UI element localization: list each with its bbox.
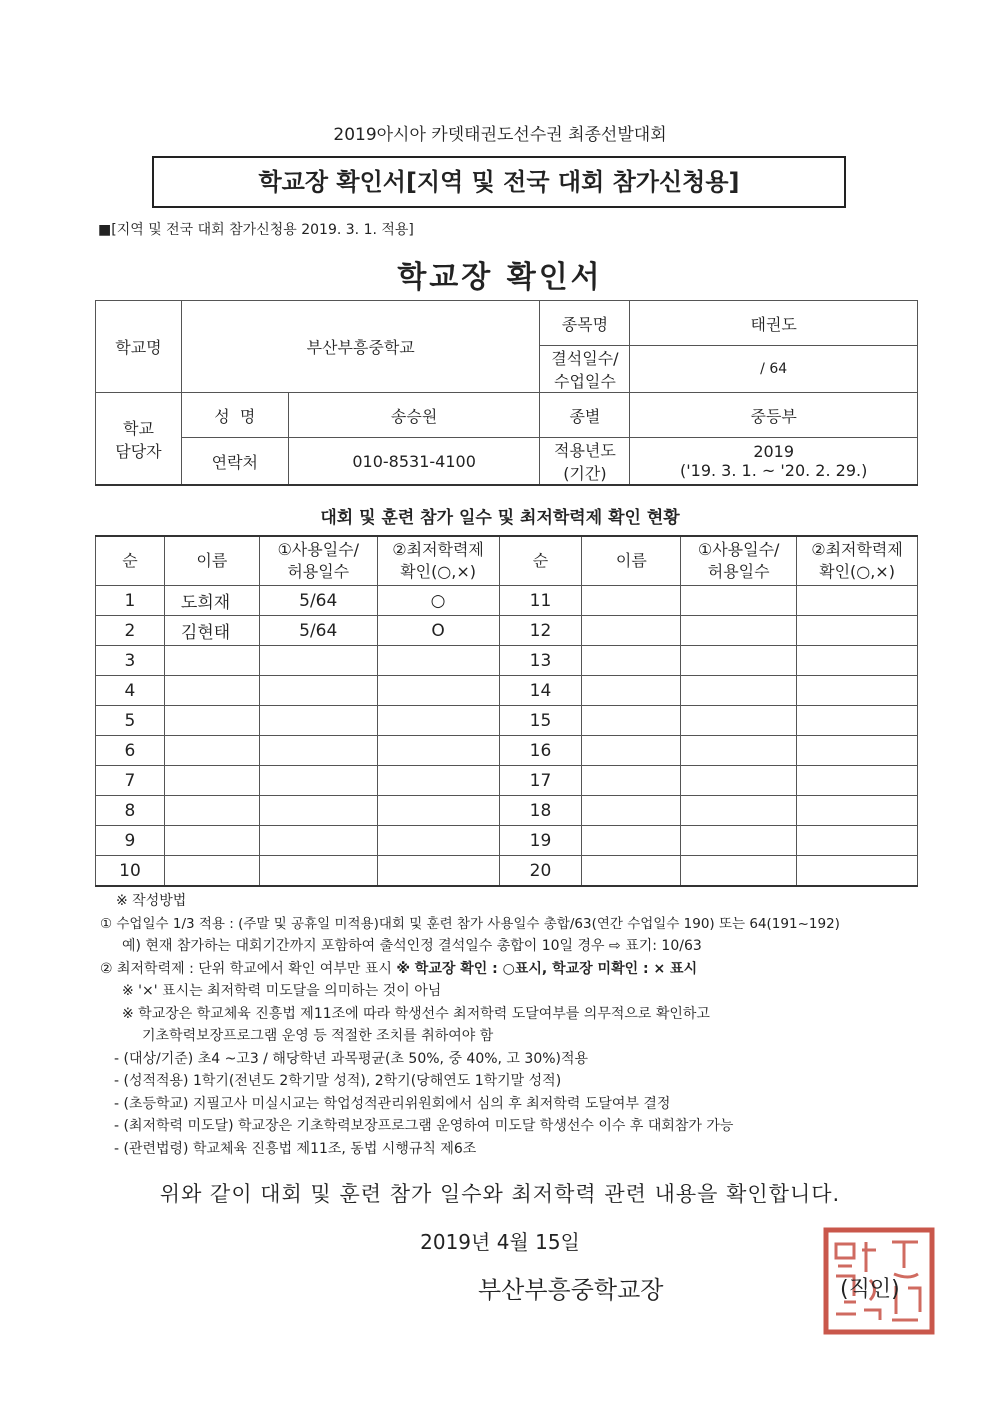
- absence-label-line2: 수업일수: [553, 372, 616, 391]
- note-4a: ※ 학교장은 학교체육 진흥법 제11조에 따라 학생선수 최저학력 도달여부를 의무적으로 확인하고: [122, 1005, 710, 1022]
- row-min-left: [377, 646, 499, 676]
- year-label-line2: (기간): [563, 464, 607, 483]
- col-name-right: 이름: [582, 536, 681, 586]
- row-no-left: 7: [96, 766, 165, 796]
- principal-name: 부산부흥중학교장: [478, 1276, 664, 1304]
- row-no-right: 14: [499, 676, 582, 706]
- row-name-left: 도희재: [164, 586, 259, 616]
- row-no-right: 16: [499, 736, 582, 766]
- name-label: 성 명: [181, 393, 288, 438]
- row-name-right: [582, 826, 681, 856]
- year-label: [540, 438, 630, 486]
- note-3: ※ '×' 표시는 최저학력 미도달을 의미하는 것이 아님: [122, 983, 442, 999]
- row-name-left: 김현태: [164, 616, 259, 646]
- note-1a: ① 수업일수 1/3 적용 : (주말 및 공휴일 미적용)대회 및 훈련 참가 사용일수 총합/63(연간 수업일수 190) 또는 64(191~192): [100, 915, 840, 932]
- confirm-statement: 위와 같이 대회 및 훈련 참가 일수와 최저학력 관련 내용을 확인합니다.: [159, 1182, 841, 1206]
- row-name-right: [582, 736, 681, 766]
- row-no-left: 5: [96, 706, 165, 736]
- row-name-left: [164, 736, 259, 766]
- note-2: [100, 958, 920, 981]
- row-days-left: [259, 646, 377, 676]
- note-2a: ② 최저학력제 : 단위 학교에서 확인 여부만 표시: [100, 960, 397, 977]
- row-days-left: [259, 706, 377, 736]
- row-min-left: [377, 736, 499, 766]
- row-days-left: [259, 766, 377, 796]
- manager-label: [96, 393, 182, 486]
- table-header-row: [96, 536, 918, 586]
- row-no-left: 10: [96, 856, 165, 887]
- main-title: 학교장 확인서: [397, 260, 603, 295]
- row-days-left: [259, 826, 377, 856]
- row-min-right: [797, 736, 918, 766]
- row-min-right: [797, 826, 918, 856]
- row-name-right: [582, 856, 681, 887]
- row-no-left: 1: [96, 586, 165, 616]
- row-min-right: [797, 646, 918, 676]
- event-label: 종목명: [540, 301, 630, 346]
- col-name-left: 이름: [164, 536, 259, 586]
- row-no-right: 12: [499, 616, 582, 646]
- detail-1: - (대상/기준) 초4 ~고3 / 해당학년 과목평균(초 50%, 중 40%, 고 30%)적용: [114, 1050, 589, 1067]
- col-no-right: 순: [499, 536, 582, 586]
- row-no-left: 9: [96, 826, 165, 856]
- row-name-left: [164, 676, 259, 706]
- detail-3: - (초등학교) 지필고사 미실시교는 학업성적관리위원회에서 심의 후 최저학력 도달여부 결정: [114, 1095, 671, 1112]
- row-name-right: [582, 586, 681, 616]
- year-value-line1: 2019: [753, 442, 795, 461]
- manager-label-line2: 담당자: [115, 441, 162, 461]
- absence-label-line1: 결석일수/: [551, 349, 619, 368]
- row-name-right: [582, 676, 681, 706]
- year-value: [630, 438, 918, 486]
- col-days-left-line1: ①사용일수/: [277, 540, 359, 559]
- row-days-right: [681, 616, 797, 646]
- participation-table-caption: 대회 및 훈련 참가 일수 및 최저학력제 확인 현황: [320, 508, 680, 528]
- event-title: 2019아시아 카뎃태권도선수권 최종선발대회: [333, 125, 667, 145]
- row-no-right: 15: [499, 706, 582, 736]
- row-min-right: [797, 796, 918, 826]
- row-name-right: [582, 796, 681, 826]
- row-name-left: [164, 826, 259, 856]
- event-value: 태권도: [630, 301, 918, 346]
- row-name-left: [164, 796, 259, 826]
- row-no-left: 6: [96, 736, 165, 766]
- row-name-left: [164, 646, 259, 676]
- row-days-left: 5/64: [259, 616, 377, 646]
- detail-2: - (성적적용) 1학기(전년도 2학기말 성적), 2학기(당해연도 1학기말 성적): [114, 1073, 562, 1089]
- seal-label: (직인): [840, 1277, 900, 1302]
- row-name-right: [582, 706, 681, 736]
- row-min-right: [797, 676, 918, 706]
- table-row: [96, 796, 918, 826]
- row-min-left: [377, 856, 499, 887]
- table-row: [96, 826, 918, 856]
- row-min-right: [797, 856, 918, 887]
- notes-heading: ※ 작성방법: [116, 893, 187, 909]
- col-days-left-line2: 허용일수: [287, 562, 350, 581]
- row-min-left: [377, 766, 499, 796]
- school-info-table: [95, 300, 918, 486]
- col-days-right-line1: ①사용일수/: [697, 540, 780, 559]
- row-min-left: [377, 706, 499, 736]
- row-min-left: [377, 676, 499, 706]
- row-name-right: [582, 766, 681, 796]
- row-no-left: 3: [96, 646, 165, 676]
- row-days-left: [259, 796, 377, 826]
- row-no-right: 11: [499, 586, 582, 616]
- row-min-left: [377, 826, 499, 856]
- row-min-left: O: [377, 616, 499, 646]
- row-days-right: [681, 646, 797, 676]
- participation-table: [95, 535, 918, 887]
- detail-4: - (최저학력 미도달) 학교장은 기초학력보장프로그램 운영하여 미도달 학생선수 이수 후 대회참가 가능: [114, 1118, 734, 1134]
- table-row: [96, 646, 918, 676]
- row-no-right: 13: [499, 646, 582, 676]
- table-row: [96, 706, 918, 736]
- row-min-right: [797, 616, 918, 646]
- row-no-right: 17: [499, 766, 582, 796]
- col-min-left: [377, 536, 499, 586]
- row-days-left: [259, 736, 377, 766]
- row-days-right: [681, 796, 797, 826]
- type-value: 중등부: [630, 393, 918, 438]
- row-days-right: [681, 676, 797, 706]
- row-name-right: [582, 616, 681, 646]
- note-1b: 예) 현재 참가하는 대회기간까지 포함하여 출석인정 결석일수 총합이 10일 경우 ⇨ 표기: 10/63: [122, 938, 702, 954]
- row-name-left: [164, 856, 259, 887]
- school-value: 부산부흥중학교: [181, 301, 540, 393]
- row-no-right: 19: [499, 826, 582, 856]
- row-min-left: ○: [377, 586, 499, 616]
- absence-label: [540, 346, 630, 393]
- col-min-right-line2: 확인(○,×): [819, 562, 895, 581]
- table-row: [96, 616, 918, 646]
- row-min-right: [797, 766, 918, 796]
- detail-5: - (관련법령) 학교체육 진흥법 제11조, 동법 시행규칙 제6조: [114, 1140, 477, 1157]
- row-days-left: [259, 856, 377, 887]
- row-name-left: [164, 766, 259, 796]
- col-days-right: [681, 536, 797, 586]
- contact-label: 연락처: [181, 438, 288, 486]
- col-min-right: [797, 536, 918, 586]
- row-no-left: 2: [96, 616, 165, 646]
- issue-date: 2019년 4월 15일: [420, 1230, 580, 1254]
- row-days-right: [681, 586, 797, 616]
- row-no-left: 8: [96, 796, 165, 826]
- row-min-right: [797, 706, 918, 736]
- row-days-right: [681, 736, 797, 766]
- table-row: [96, 736, 918, 766]
- year-value-line2: ('19. 3. 1. ~ '20. 2. 29.): [680, 461, 868, 480]
- row-days-right: [681, 706, 797, 736]
- row-no-right: 20: [499, 856, 582, 887]
- school-label: 학교명: [96, 301, 182, 393]
- manager-label-line1: 학교: [122, 418, 154, 438]
- header-title-box: 학교장 확인서[지역 및 전국 대회 참가신청용]: [152, 156, 846, 208]
- col-days-right-line2: 허용일수: [707, 562, 770, 581]
- table-row: [96, 676, 918, 706]
- year-label-line1: 적용년도: [553, 441, 616, 460]
- row-days-left: [259, 676, 377, 706]
- col-min-left-line1: ②최저학력제: [392, 540, 484, 559]
- row-no-left: 4: [96, 676, 165, 706]
- row-min-right: [797, 586, 918, 616]
- row-days-right: [681, 856, 797, 887]
- absence-value: / 64: [630, 346, 918, 393]
- row-min-left: [377, 796, 499, 826]
- row-name-right: [582, 646, 681, 676]
- type-label: 종별: [540, 393, 630, 438]
- apply-note: ■[지역 및 전국 대회 참가신청용 2019. 3. 1. 적용]: [98, 222, 414, 238]
- row-name-left: [164, 706, 259, 736]
- row-days-right: [681, 826, 797, 856]
- row-days-left: 5/64: [259, 586, 377, 616]
- col-min-left-line2: 확인(○,×): [400, 562, 477, 581]
- note-2b: ※ 학교장 확인 : ○표시, 학교장 미확인 : × 표시: [396, 960, 698, 977]
- col-days-left: [259, 536, 377, 586]
- writing-instructions: [100, 890, 920, 1160]
- col-min-right-line1: ②최저학력제: [811, 540, 903, 559]
- note-4b: 기초학력보장프로그램 운영 등 적절한 조치를 취하여야 함: [142, 1028, 494, 1044]
- row-no-right: 18: [499, 796, 582, 826]
- name-value: 송승원: [288, 393, 540, 438]
- row-days-right: [681, 766, 797, 796]
- table-row: [96, 586, 918, 616]
- contact-value: 010-8531-4100: [288, 438, 540, 486]
- col-no-left: 순: [96, 536, 165, 586]
- table-row: [96, 766, 918, 796]
- table-row: [96, 856, 918, 887]
